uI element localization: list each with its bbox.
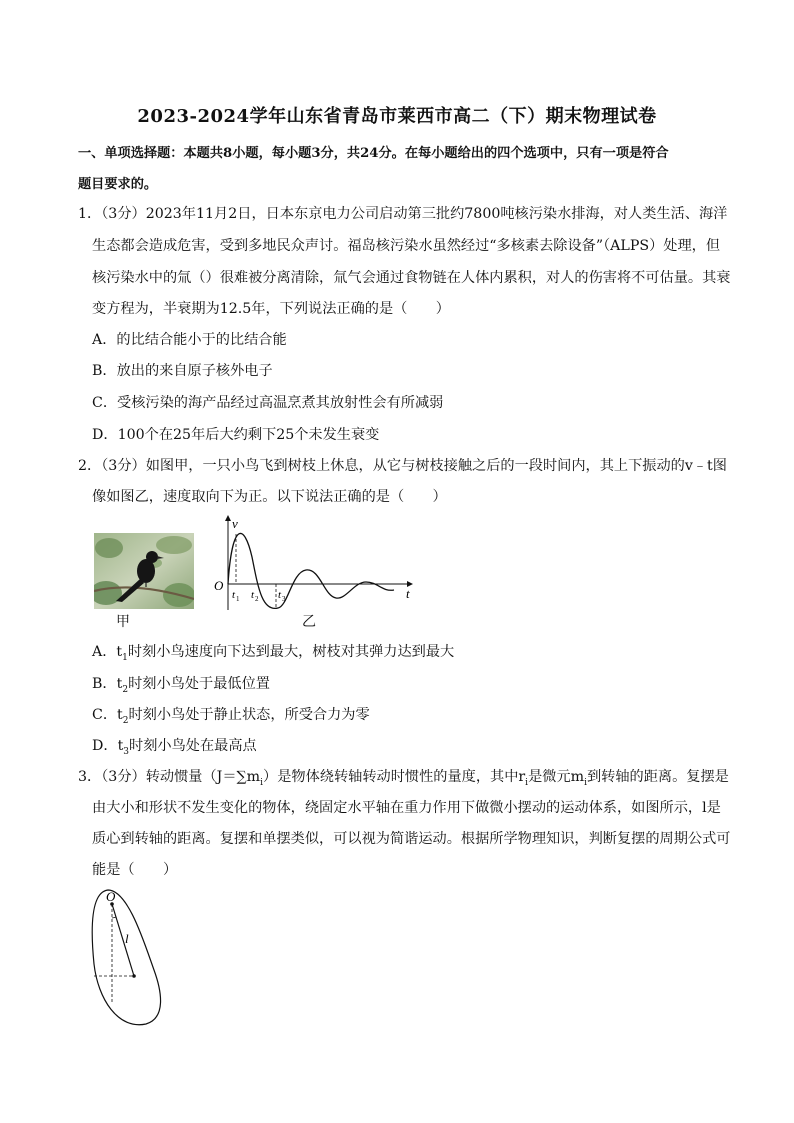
t2-label: t — [251, 589, 255, 601]
t3-label: t — [278, 589, 282, 601]
q1-stem-line2: 生态都会造成危害，受到多地民众声讨。福岛核污染水虽然经过“多核素去除设备”（ALPS）处理，但 — [92, 238, 721, 254]
compound-pendulum-figure — [88, 884, 168, 1030]
q1-option-b: B．放出的来自原子核外电子 — [92, 363, 273, 379]
q2-option-b: B．$t_2$时刻小鸟处于最低位置 — [92, 676, 270, 695]
velocity-time-graph — [206, 512, 418, 612]
pendulum-body-outline — [92, 890, 160, 1025]
q1-option-d: D．100个在25年后大约剩下25个未发生衰变 — [92, 427, 380, 443]
q3-stem-line2: 由大小和形状不发生变化的物体，绕固定水平轴在重力作用下做微小摆动的运动体系，如图所示，l是 — [92, 800, 721, 816]
t2-subscript: 2 — [255, 595, 259, 603]
figure-yi-caption: 乙 — [302, 614, 316, 630]
q2-stem-line1: 2．（3分）如图甲，一只小鸟飞到树枝上休息，从它与树枝接触之后的一段时间内，其上下振动的v﹣t图 — [78, 458, 727, 474]
bird-photo-figure — [94, 533, 194, 609]
v-axis-label: v — [232, 516, 238, 531]
t-axis-label: t — [406, 586, 410, 601]
q2-option-c: C．$t_2$时刻小鸟处于静止状态，所受合力为零 — [92, 707, 370, 726]
page-title: 2023-2024学年山东省青岛市莱西市高二（下）期末物理试卷 — [137, 106, 657, 127]
pivot-to-center-line — [112, 904, 134, 976]
q1-option-c: C．受核污染的海产品经过高温烹煮其放射性会有所减弱 — [92, 395, 444, 411]
q1-stem-line3: 核污染水中的氚（）很难被分离清除，氚气会通过食物链在人体内累积，对人的伤害将不可估量。其衰 — [92, 270, 731, 286]
pivot-label: O — [106, 889, 116, 904]
length-label: l — [125, 931, 129, 946]
center-of-mass-point — [132, 974, 136, 978]
t1-label: t — [232, 589, 236, 601]
section-heading-line2: 题目要求的。 — [78, 177, 158, 192]
q3-stem-line3: 质心到转轴的距离。复摆和单摆类似，可以视为简谐运动。根据所学物理知识，判断复摆的周期公式可 — [92, 831, 731, 847]
q3-stem-line1: 3．（3分）转动惯量$(J=\sum m_i)$是物体绕转轴转动时惯性的量度，其中$r_i$是微元$m_i$到转轴的距离。复摆是 — [78, 769, 729, 788]
q1-stem-line1: 1．（3分）2023年11月2日，日本东京电力公司启动第三批约7800吨核污染水排海，对人类生活、海洋 — [78, 206, 728, 222]
q3-stem-line4: 能是（ ） — [92, 862, 178, 878]
q1-option-a: A．的比结合能小于的比结合能 — [92, 332, 287, 348]
q1-stem-line4: 变方程为，半衰期为12.5年，下列说法正确的是（ ） — [92, 301, 450, 317]
q2-option-d: D．$t_3$时刻小鸟处在最高点 — [92, 738, 257, 757]
angle-arc — [112, 917, 116, 918]
t3-subscript: 3 — [282, 595, 286, 603]
origin-label: O — [214, 578, 224, 593]
q2-option-a: A．$t_1$时刻小鸟速度向下达到最大，树枝对其弹力达到最大 — [92, 644, 455, 663]
section-heading-line1: 一、单项选择题：本题共8小题，每小题3分，共24分。在每小题给出的四个选项中，只有一项是符合 — [78, 146, 669, 161]
figure-jia-caption: 甲 — [116, 614, 130, 630]
t1-subscript: 1 — [236, 595, 240, 603]
q2-stem-line2: 像如图乙，速度取向下为正。以下说法正确的是（ ） — [92, 489, 447, 505]
